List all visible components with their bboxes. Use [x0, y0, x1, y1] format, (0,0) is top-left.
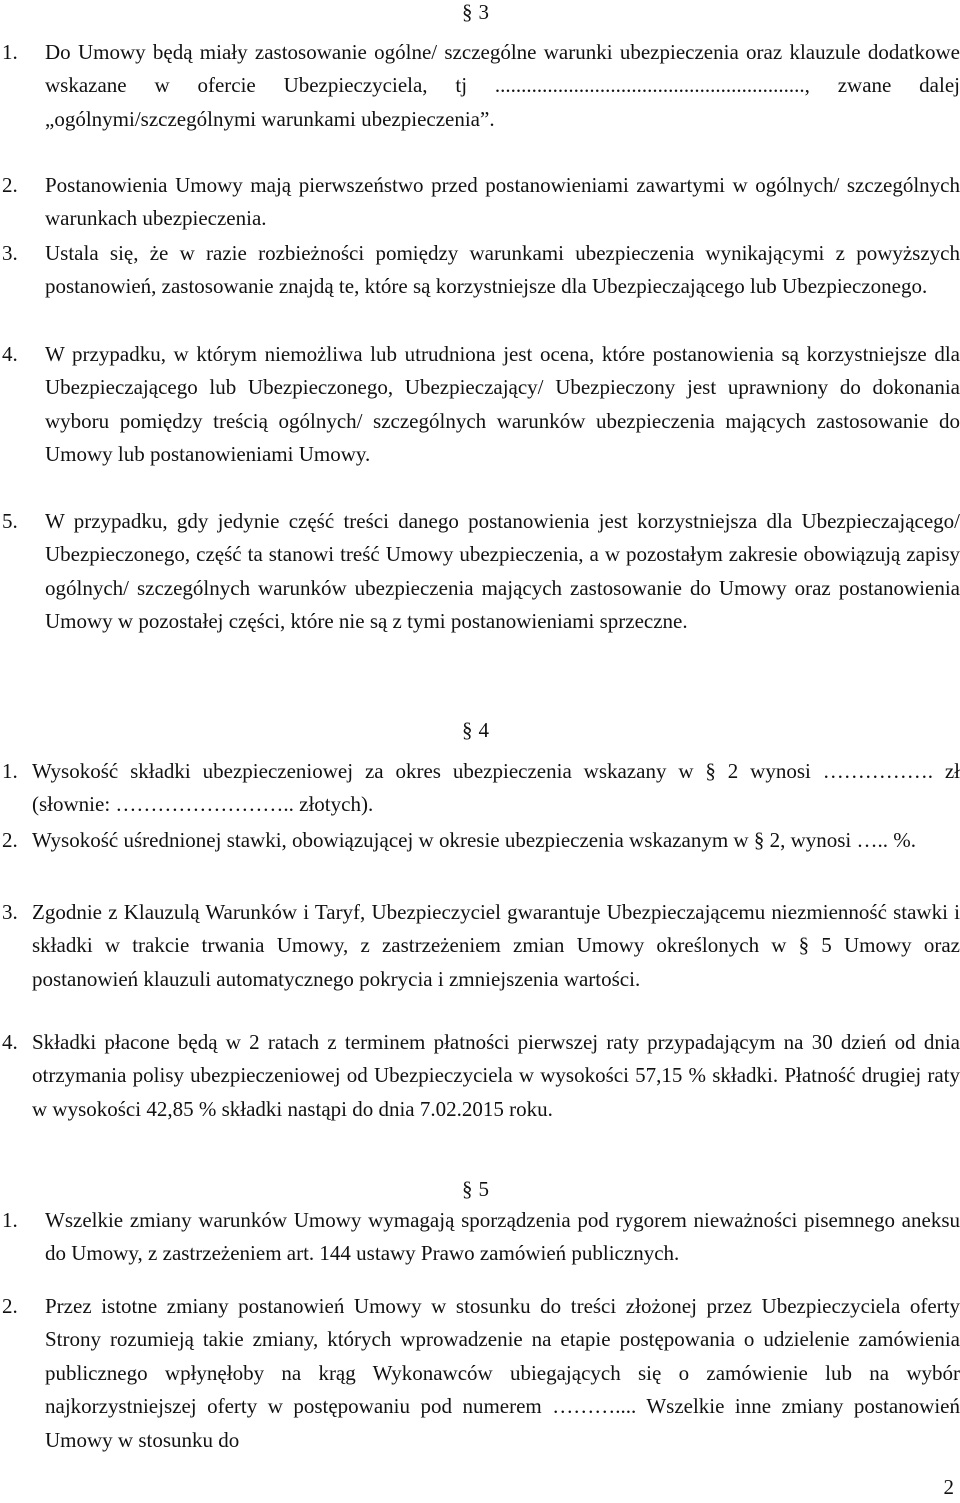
item-text: Przez istotne zmiany postanowień Umowy w stosunku do treści złożonej przez Ubezpieczyciela oferty Strony rozumieją takie zmiany, których wprowadzenie na etapie postępowania o udzielenie zamówienia publicznego wpłynęłoby na krąg Wykonawców ubiegających się o zamówienie lub na wybór najkorzystniejszej oferty w postępowaniu pod numerem ……….... Wszelkie inne zmiany postanowień Umowy w stosunku do [45, 1294, 960, 1452]
section-number: 5 [478, 1177, 489, 1201]
item-number: 1. [2, 1208, 18, 1232]
item-text: Do Umowy będą miały zastosowanie ogólne/ szczególne warunki ubezpieczenia oraz klauzule dodatkowe wskazane w ofercie Ubezpieczyciela, tj ..........................................................., zwane dalej „ogólnymi/szczególnymi warunkami ubezpieczenia”. [45, 40, 960, 131]
item-number: 4. [2, 342, 18, 366]
item-text: Ustala się, że w razie rozbieżności pomiędzy warunkami ubezpieczenia wynikającymi z powyższych postanowień, zastosowanie znajdą te, które są korzystniejsze dla Ubezpieczającego lub Ubezpieczonego. [45, 241, 960, 299]
item-text: Wszelkie zmiany warunków Umowy wymagają sporządzenia pod rygorem nieważności pisemnego aneksu do Umowy, z zastrzeżeniem art. 144 ustawy Prawo zamówień publicznych. [45, 1208, 960, 1266]
item-number: 1. [2, 40, 18, 64]
item-number: 3. [2, 241, 18, 265]
item-text: W przypadku, w którym niemożliwa lub utrudniona jest ocena, które postanowienia są korzystniejsze dla Ubezpieczającego lub Ubezpieczonego, Ubezpieczający/ Ubezpieczony jest uprawniony do dokonania wyboru pomiędzy treścią ogólnych/ szczególnych warunków ubezpieczenia mających zastosowanie do Umowy lub postanowieniami Umowy. [45, 342, 960, 467]
section-sign: § [462, 718, 473, 742]
section-sign: § [462, 0, 473, 24]
item-text: W przypadku, gdy jedynie część treści danego postanowienia jest korzystniejsza dla Ubezpieczającego/ Ubezpieczonego, część ta stanowi treść Umowy ubezpieczenia, a w pozostałym zakresie obowiązują zapisy ogólnych/ szczególnych warunków ubezpieczenia mających zastosowanie do Umowy oraz postanowienia Umowy w pozostałej części, które nie są z tymi postanowieniami sprzeczne. [45, 509, 960, 634]
item-number: 2. [2, 173, 18, 197]
item-number: 2. [2, 828, 18, 852]
item-text: Postanowienia Umowy mają pierwszeństwo przed postanowieniami zawartymi w ogólnych/ szczególnych warunkach ubezpieczenia. [45, 173, 960, 231]
item-number: 5. [2, 509, 18, 533]
item-number: 2. [2, 1294, 18, 1318]
section-4-heading [462, 718, 489, 742]
section-5-heading [462, 1177, 489, 1201]
item-number: 4. [2, 1030, 18, 1054]
item-text: Wysokość składki ubezpieczeniowej za okres ubezpieczenia wskazany w § 2 wynosi ……………. zł (słownie: …………………….. złotych). [32, 759, 960, 817]
item-number: 3. [2, 900, 18, 924]
section-3-heading [462, 0, 489, 24]
section-sign: § [462, 1177, 473, 1201]
item-text: Wysokość uśrednionej stawki, obowiązującej w okresie ubezpieczenia wskazanym w § 2, wynosi ….. %. [32, 828, 916, 852]
section-number: 3 [478, 0, 489, 24]
item-text: Składki płacone będą w 2 ratach z terminem płatności pierwszej raty przypadającym na 30 dzień od dnia otrzymania polisy ubezpieczeniowej od Ubezpieczyciela w wysokości 57,15 % składki. Płatność drugiej raty w wysokości 42,85 % składki nastąpi do dnia 7.02.2015 roku. [32, 1030, 960, 1121]
page-number: 2 [943, 1475, 954, 1499]
item-number: 1. [2, 759, 18, 783]
section-number: 4 [478, 718, 489, 742]
item-text: Zgodnie z Klauzulą Warunków i Taryf, Ubezpieczyciel gwarantuje Ubezpieczającemu niezmienność stawki i składki w trakcie trwania Umowy, z zastrzeżeniem zmian Umowy określonych w § 5 Umowy oraz postanowień klauzuli automatycznego pokrycia i zmniejszenia wartości. [32, 900, 960, 991]
